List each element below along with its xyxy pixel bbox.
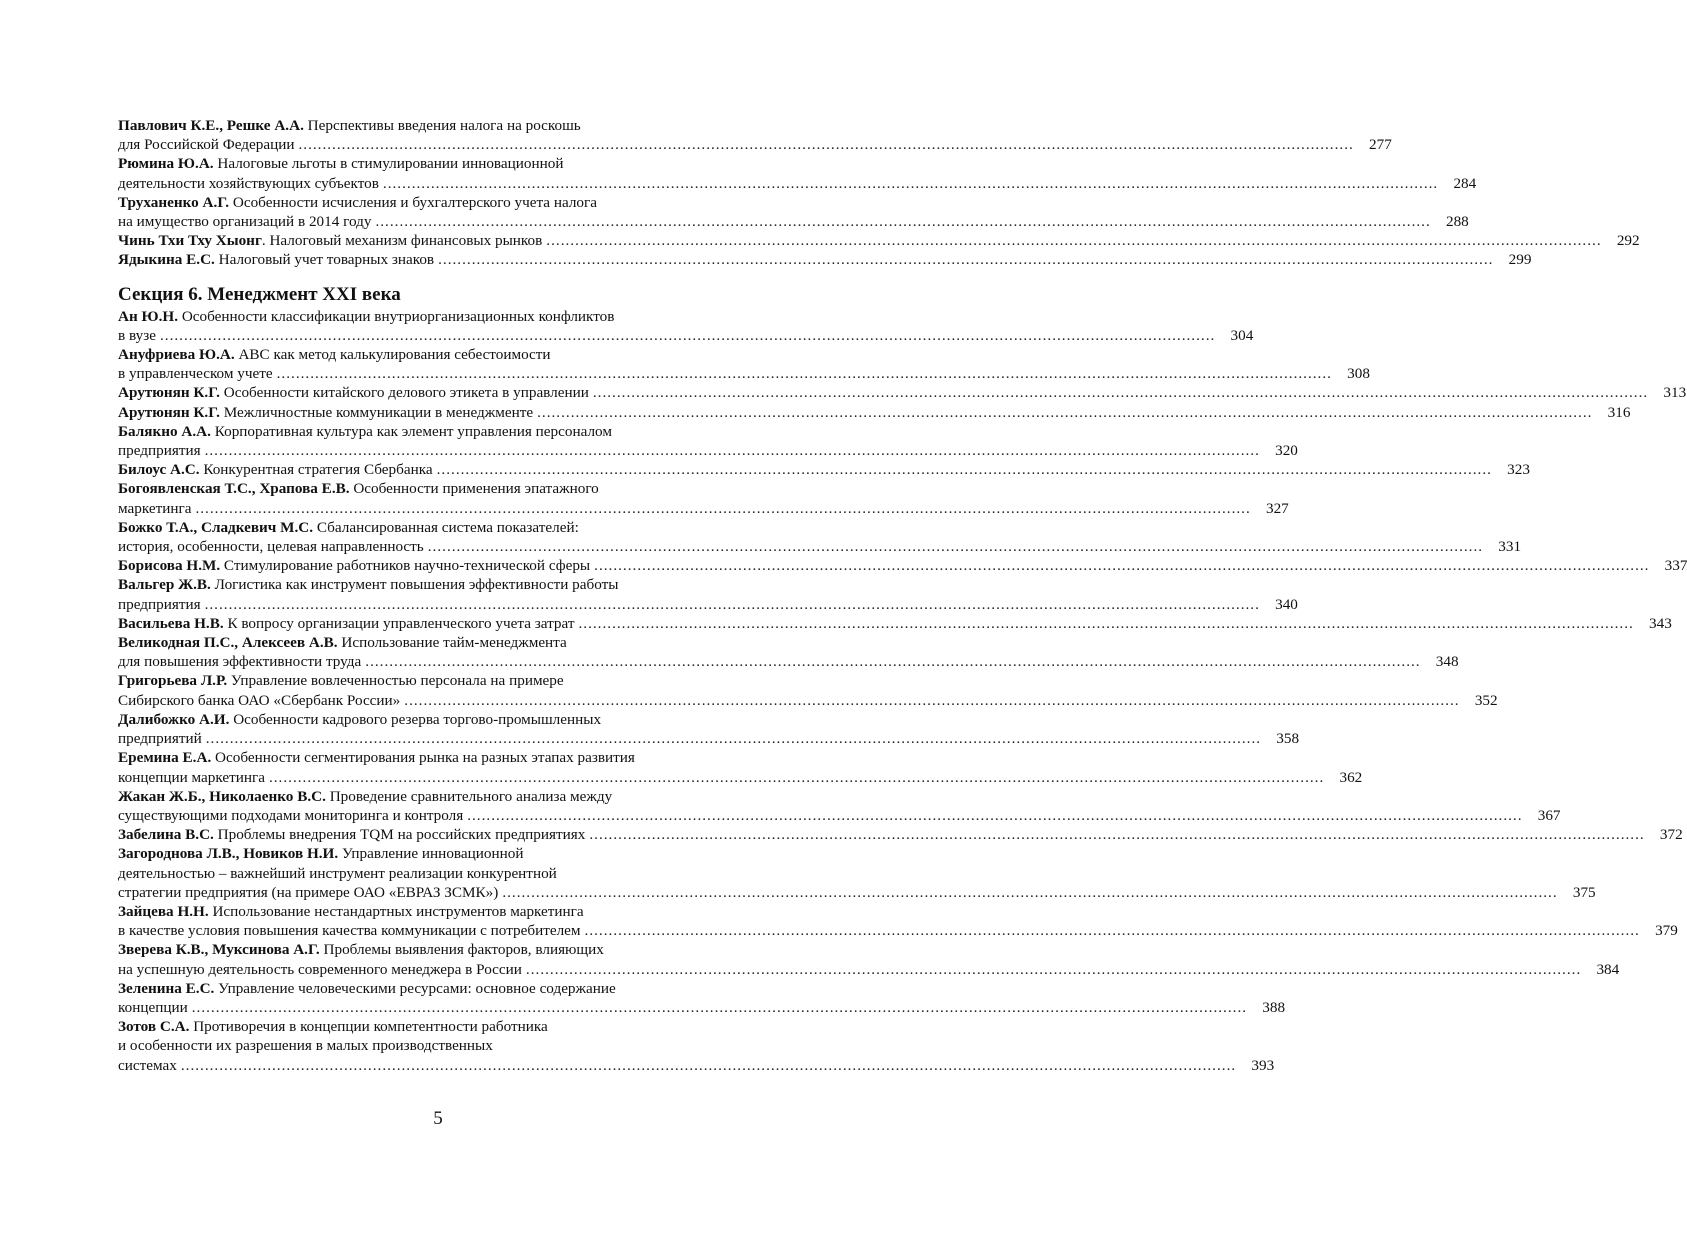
toc-leader-dots: ............................................................................................................................................................................................................................: [589, 826, 1645, 844]
toc-page-number: 304: [1230, 326, 1254, 344]
toc-entry-text: [118, 307, 614, 326]
toc-leader-dots: ............................................................................................................................................................................................................................: [268, 768, 1325, 786]
toc-entry: [118, 250, 1532, 269]
toc-entry-text: [118, 518, 579, 537]
toc-entry-title: Особенности китайского делового этикета в управлении: [219, 384, 589, 402]
toc-entry-line: [118, 1056, 1275, 1075]
toc-entry-line: [118, 595, 1298, 614]
toc-entry-text: [118, 671, 564, 690]
toc-entry-line: [118, 174, 1477, 193]
toc-entry-title: и особенности их разрешения в малых производственных: [118, 1037, 493, 1055]
toc-entry-line: [118, 460, 1530, 479]
toc-entry-text: [118, 902, 584, 921]
toc-entry-title: Использование тайм-менеджмента: [337, 634, 567, 652]
toc-entry: [118, 748, 1363, 786]
toc-entry-author: Божко Т.А., Сладкевич М.С.: [118, 518, 314, 536]
toc-entry-title: Налоговые льготы в стимулировании инновационной: [213, 155, 564, 173]
toc-entry-text: [118, 479, 599, 498]
toc-leader-dots: ............................................................................................................................................................................................................................: [180, 1056, 1237, 1074]
toc-leader-dots: ............................................................................................................................................................................................................................: [427, 538, 1484, 556]
toc-entry-line: [118, 787, 758, 806]
toc-entry-line: [118, 614, 1672, 633]
toc-leader-dots: ............................................................................................................................................................................................................................: [525, 960, 1582, 978]
toc-entry-title: системах: [118, 1056, 177, 1074]
toc-entry-title: существующими подходами мониторинга и контроля: [118, 806, 464, 824]
toc-page-number: 313: [1663, 384, 1687, 402]
toc-entry-line: [118, 556, 1687, 575]
toc-entry-title: АВС как метод калькулирования себестоимости: [234, 346, 551, 364]
toc-entry-author: Забелина В.С.: [118, 826, 214, 844]
toc-entry-title: в вузе: [118, 326, 156, 344]
toc-entry-line: [118, 864, 758, 883]
toc-entry-title: на успешную деятельность современного менеджера в России: [118, 960, 522, 978]
toc-page-number: 284: [1453, 174, 1477, 192]
toc-entry: [118, 479, 1289, 517]
toc-entry: [118, 116, 1392, 154]
toc-entry-text: [118, 652, 361, 671]
toc-entry-title: Особенности кадрового резерва торгово-промышленных: [229, 710, 602, 728]
toc-entry-line: [118, 250, 1532, 269]
toc-entry-text: [118, 116, 581, 135]
toc-entry-title: Управление инновационной: [338, 845, 524, 863]
toc-entry-text: [118, 729, 202, 748]
toc-entry-author: Васильева Н.В.: [118, 614, 224, 632]
toc-entry-line: [118, 537, 1522, 556]
toc-entry-author: Ан Ю.Н.: [118, 307, 179, 325]
toc-entry: [118, 231, 1640, 250]
toc-entry-text: [118, 537, 424, 556]
toc-entry: [118, 403, 1631, 422]
toc-entry-line: [118, 960, 1620, 979]
toc-entry-title: на имущество организаций в 2014 году: [118, 213, 372, 231]
toc-page-number: 299: [1508, 251, 1532, 269]
toc-entry: [118, 556, 1687, 575]
toc-entry-text: [118, 844, 523, 863]
toc-entry-line: [118, 518, 758, 537]
toc-entry-author: Труханенко А.Г.: [118, 193, 230, 211]
toc-leader-dots: ............................................................................................................................................................................................................................: [191, 998, 1248, 1016]
toc-leader-dots: ............................................................................................................................................................................................................................: [546, 232, 1602, 250]
toc-leader-dots: ............................................................................................................................................................................................................................: [298, 136, 1354, 154]
toc-entry-line: [118, 921, 1678, 940]
toc-page-number: 316: [1607, 403, 1631, 421]
toc-entry-text: [118, 154, 563, 173]
toc-page-number: 372: [1659, 826, 1683, 844]
toc-leader-dots: ............................................................................................................................................................................................................................: [578, 614, 1634, 632]
toc-entry-author: Зотов С.А.: [118, 1018, 190, 1036]
toc-entry-title: концепции маркетинга: [118, 768, 265, 786]
toc-entry-title: предприятий: [118, 730, 202, 748]
toc-entry-title: Сбалансированная система показателей:: [313, 518, 579, 536]
toc-leader-dots: ............................................................................................................................................................................................................................: [537, 403, 1593, 421]
toc-entry-line: [118, 748, 758, 767]
toc-entry: [118, 633, 1459, 671]
toc-leader-dots: ............................................................................................................................................................................................................................: [382, 174, 1439, 192]
toc-page-number: 340: [1275, 595, 1298, 613]
toc-entry-title: Корпоративная культура как элемент управления персоналом: [210, 422, 612, 440]
toc-entry-text: [118, 864, 557, 883]
toc-entry-text: [118, 193, 597, 212]
toc-leader-dots: ............................................................................................................................................................................................................................: [592, 384, 1649, 402]
toc-entry: [118, 383, 1687, 402]
toc-entry-line: [118, 844, 758, 863]
toc-entry-line: [118, 902, 758, 921]
toc-entry-title: Управление человеческими ресурсами: основное содержание: [214, 979, 616, 997]
toc-page-number: 358: [1276, 730, 1300, 748]
toc-leader-dots: ............................................................................................................................................................................................................................: [594, 557, 1650, 575]
toc-group-management: [118, 307, 1687, 1075]
toc-entry: [118, 1017, 1275, 1075]
toc-page-number: 331: [1498, 538, 1522, 556]
toc-entry-author: Великодная П.С., Алексеев А.В.: [118, 634, 338, 652]
toc-entry-title: Особенности классификации внутриорганизационных конфликтов: [178, 307, 615, 325]
toc-page-number: 384: [1596, 960, 1620, 978]
toc-entry-line: [118, 307, 758, 326]
toc-entry-text: [118, 499, 191, 518]
toc-entry-author: Жакан Ж.Б., Николаенко В.С.: [118, 787, 326, 805]
toc-leader-dots: ............................................................................................................................................................................................................................: [365, 653, 1421, 671]
toc-entry-text: [118, 556, 590, 575]
toc-entry-author: Павлович К.Е., Решке А.А.: [118, 117, 304, 134]
toc-leader-dots: ............................................................................................................................................................................................................................: [205, 730, 1262, 748]
toc-entry-line: [118, 154, 758, 173]
toc-leader-dots: ............................................................................................................................................................................................................................: [502, 883, 1558, 901]
toc-page-number: 348: [1435, 653, 1459, 671]
toc-entry-text: [118, 998, 188, 1017]
toc-entry-author: Еремина Е.А.: [118, 749, 212, 767]
toc-entry-author: Рюмина Ю.А.: [118, 155, 214, 173]
toc-entry-text: [118, 383, 589, 402]
toc-entry-text: [118, 595, 201, 614]
toc-entry: [118, 575, 1298, 613]
toc-entry-text: [118, 441, 201, 460]
toc-entry-line: [118, 633, 758, 652]
toc-entry-author: Зверева К.В., Муксинова А.Г.: [118, 941, 320, 959]
toc-entry-text: [118, 460, 433, 479]
toc-entry-author: Билоус А.С.: [118, 461, 200, 479]
toc-entry-author: Арутюнян К.Г.: [118, 384, 220, 402]
toc-entry-title: . Налоговый механизм финансовых рынков: [261, 232, 543, 250]
toc-entry-line: [118, 231, 1640, 250]
toc-entry-title: Межличностные коммуникации в менеджменте: [219, 403, 534, 421]
toc-entry-title: Использование нестандартных инструментов маркетинга: [208, 902, 584, 920]
table-of-contents: [118, 116, 1687, 1075]
toc-entry: [118, 460, 1530, 479]
toc-entry-title: Сибирского банка ОАО «Сбербанк России»: [118, 691, 401, 709]
toc-entry-line: [118, 1036, 758, 1055]
toc-entry-text: [118, 231, 542, 250]
toc-entry-text: [118, 691, 400, 710]
toc-leader-dots: ............................................................................................................................................................................................................................: [467, 806, 1523, 824]
toc-entry: [118, 787, 1561, 825]
toc-leader-dots: ............................................................................................................................................................................................................................: [204, 595, 1260, 613]
toc-entry-line: [118, 998, 1286, 1017]
toc-page-number: 343: [1649, 614, 1672, 632]
toc-entry-line: [118, 441, 1298, 460]
toc-entry: [118, 193, 1469, 231]
toc-entry-text: [118, 422, 612, 441]
toc-entry: [118, 902, 1678, 940]
toc-entry-title: стратегии предприятия (на примере ОАО «ЕВРАЗ ЗСМК»): [118, 883, 499, 901]
toc-entry-author: Григорьева Л.Р.: [118, 672, 228, 690]
toc-entry: [118, 307, 1254, 345]
toc-entry-text: [118, 1036, 493, 1055]
toc-leader-dots: ............................................................................................................................................................................................................................: [159, 326, 1216, 344]
toc-page-number: 362: [1339, 768, 1363, 786]
toc-entry: [118, 614, 1672, 633]
toc-entry-title: Противоречия в концепции компетентности работника: [189, 1018, 548, 1036]
toc-entry-author: Чинь Тхи Тху Хыонг: [118, 232, 262, 250]
toc-entry-title: Проблемы выявления факторов, влияющих: [319, 941, 604, 959]
toc-entry-title: Проблемы внедрения TQM на российских предприятиях: [213, 826, 586, 844]
toc-entry-author: Зайцева Н.Н.: [118, 902, 209, 920]
toc-entry: [118, 671, 1498, 709]
toc-entry-text: [118, 212, 371, 231]
toc-page-number: 288: [1445, 213, 1469, 231]
toc-entry-text: [118, 768, 265, 787]
toc-page-number: 388: [1262, 998, 1286, 1016]
toc-entry-line: [118, 193, 758, 212]
toc-page-number: 292: [1616, 232, 1640, 250]
toc-page-number: 337: [1664, 557, 1687, 575]
toc-entry: [118, 154, 1477, 192]
toc-group-tax: [118, 116, 1640, 270]
toc-entry-title: в управленческом учете: [118, 365, 273, 383]
toc-entry-title: деятельностью – важнейший инструмент реализации конкурентной: [118, 864, 557, 882]
toc-entry: [118, 825, 1683, 844]
toc-entry-text: [118, 135, 294, 154]
toc-entry-title: маркетинга: [118, 499, 192, 517]
toc-leader-dots: ............................................................................................................................................................................................................................: [436, 461, 1492, 479]
toc-entry-line: [118, 883, 1596, 902]
toc-entry-text: [118, 825, 585, 844]
toc-entry-title: деятельности хозяйствующих субъектов: [118, 174, 379, 192]
toc-entry-author: Богоявленская Т.С., Храпова Е.В.: [118, 480, 350, 498]
toc-entry-author: Арутюнян К.Г.: [118, 403, 220, 421]
toc-entry-text: [118, 748, 635, 767]
toc-entry-title: Налоговый учет товарных знаков: [214, 251, 435, 269]
toc-leader-dots: ............................................................................................................................................................................................................................: [276, 365, 1332, 383]
toc-entry-title: история, особенности, целевая направленность: [118, 538, 424, 556]
toc-leader-dots: ............................................................................................................................................................................................................................: [375, 213, 1431, 231]
toc-entry-line: [118, 116, 758, 135]
toc-entry: [118, 844, 1596, 902]
toc-entry-text: [118, 364, 273, 383]
toc-entry: [118, 710, 1300, 748]
toc-entry-line: [118, 326, 1254, 345]
toc-page-number: 393: [1251, 1056, 1275, 1074]
toc-page-number: 308: [1347, 365, 1370, 383]
toc-entry-text: [118, 614, 574, 633]
toc-entry-title: Перспективы введения налога на роскошь: [303, 117, 581, 134]
toc-entry-line: [118, 575, 758, 594]
toc-entry-line: [118, 403, 1631, 422]
toc-entry-text: [118, 979, 616, 998]
toc-entry-line: [118, 135, 1392, 154]
toc-entry-line: [118, 479, 758, 498]
toc-entry-text: [118, 575, 618, 594]
toc-entry-title: К вопросу организации управленческого учета затрат: [223, 614, 575, 632]
toc-leader-dots: ............................................................................................................................................................................................................................: [584, 922, 1640, 940]
toc-leader-dots: ............................................................................................................................................................................................................................: [195, 499, 1251, 517]
toc-page-number: 375: [1572, 883, 1596, 901]
toc-entry-line: [118, 652, 1459, 671]
toc-entry-line: [118, 691, 1498, 710]
toc-entry: [118, 345, 1370, 383]
toc-entry-line: [118, 710, 758, 729]
toc-entry-title: предприятия: [118, 595, 201, 613]
toc-entry-title: Особенности применения эпатажного: [349, 480, 599, 498]
toc-entry-author: Загороднова Л.В., Новиков Н.И.: [118, 845, 339, 863]
toc-entry-line: [118, 671, 758, 690]
toc-entry-text: [118, 250, 434, 269]
toc-entry-line: [118, 364, 1370, 383]
toc-entry-line: [118, 383, 1687, 402]
toc-entry-title: предприятия: [118, 442, 201, 460]
toc-entry-text: [118, 633, 567, 652]
toc-entry-title: в качестве условия повышения качества коммуникации с потребителем: [118, 922, 581, 940]
toc-entry-author: Ануфриева Ю.А.: [118, 346, 235, 364]
toc-entry-title: для Российской Федерации: [118, 136, 295, 154]
toc-page-number: 323: [1507, 461, 1530, 479]
toc-entry-text: [118, 921, 581, 940]
toc-entry-author: Балякно А.А.: [118, 422, 211, 440]
toc-entry-text: [118, 960, 522, 979]
toc-entry-line: [118, 729, 1300, 748]
toc-page-number: 327: [1265, 499, 1289, 517]
toc-entry-title: концепции: [118, 998, 188, 1016]
toc-entry-text: [118, 174, 379, 193]
toc-entry-title: Стимулирование работников научно-технической сферы: [220, 557, 591, 575]
toc-entry: [118, 979, 1286, 1017]
toc-entry-title: Управление вовлеченностью персонала на примере: [227, 672, 564, 690]
toc-entry-text: [118, 940, 604, 959]
toc-leader-dots: ............................................................................................................................................................................................................................: [204, 442, 1260, 460]
toc-entry-line: [118, 768, 1363, 787]
toc-entry-line: [118, 212, 1469, 231]
toc-entry-line: [118, 422, 758, 441]
toc-entry-title: Конкурентная стратегия Сбербанка: [199, 461, 433, 479]
toc-entry-line: [118, 806, 1561, 825]
toc-entry-author: Борисова Н.М.: [118, 557, 221, 575]
toc-entry-author: Далибожко А.И.: [118, 710, 230, 728]
toc-page-number: 352: [1474, 691, 1498, 709]
toc-entry-text: [118, 1056, 177, 1075]
toc-entry-line: [118, 825, 1683, 844]
toc-leader-dots: ............................................................................................................................................................................................................................: [438, 251, 1494, 269]
toc-entry-author: Вальгер Ж.В.: [118, 576, 211, 594]
toc-entry-line: [118, 499, 1289, 518]
toc-entry-text: [118, 1017, 548, 1036]
page-number: 5: [433, 1108, 443, 1129]
toc-entry-title: Проведение сравнительного анализа между: [325, 787, 613, 805]
toc-leader-dots: ............................................................................................................................................................................................................................: [404, 691, 1460, 709]
section-heading: Секция 6. Менеджмент XXI века: [118, 283, 401, 305]
toc-entry-line: [118, 940, 758, 959]
toc-entry: [118, 940, 1620, 978]
toc-page-number: 367: [1537, 806, 1561, 824]
toc-entry-author: Ядыкина Е.С.: [118, 251, 215, 269]
toc-page-number: 320: [1275, 442, 1298, 460]
toc-entry-text: [118, 403, 533, 422]
toc-entry-title: Особенности сегментирования рынка на разных этапах развития: [211, 749, 635, 767]
toc-page-number: 277: [1369, 136, 1392, 154]
toc-entry-line: [118, 345, 758, 364]
toc-entry-text: [118, 710, 601, 729]
toc-entry-line: [118, 1017, 758, 1036]
toc-entry-line: [118, 979, 758, 998]
toc-entry-title: для повышения эффективности труда: [118, 653, 362, 671]
toc-page-number: 379: [1655, 922, 1678, 940]
toc-entry-text: [118, 806, 463, 825]
toc-entry-text: [118, 326, 156, 345]
toc-entry-text: [118, 883, 498, 902]
toc-entry: [118, 422, 1298, 460]
toc-entry: [118, 518, 1522, 556]
toc-entry-text: [118, 345, 551, 364]
toc-entry-text: [118, 787, 612, 806]
toc-entry-author: Зеленина Е.С.: [118, 979, 215, 997]
toc-entry-title: Особенности исчисления и бухгалтерского учета налога: [229, 193, 597, 211]
toc-entry-title: Логистика как инструмент повышения эффективности работы: [210, 576, 619, 594]
